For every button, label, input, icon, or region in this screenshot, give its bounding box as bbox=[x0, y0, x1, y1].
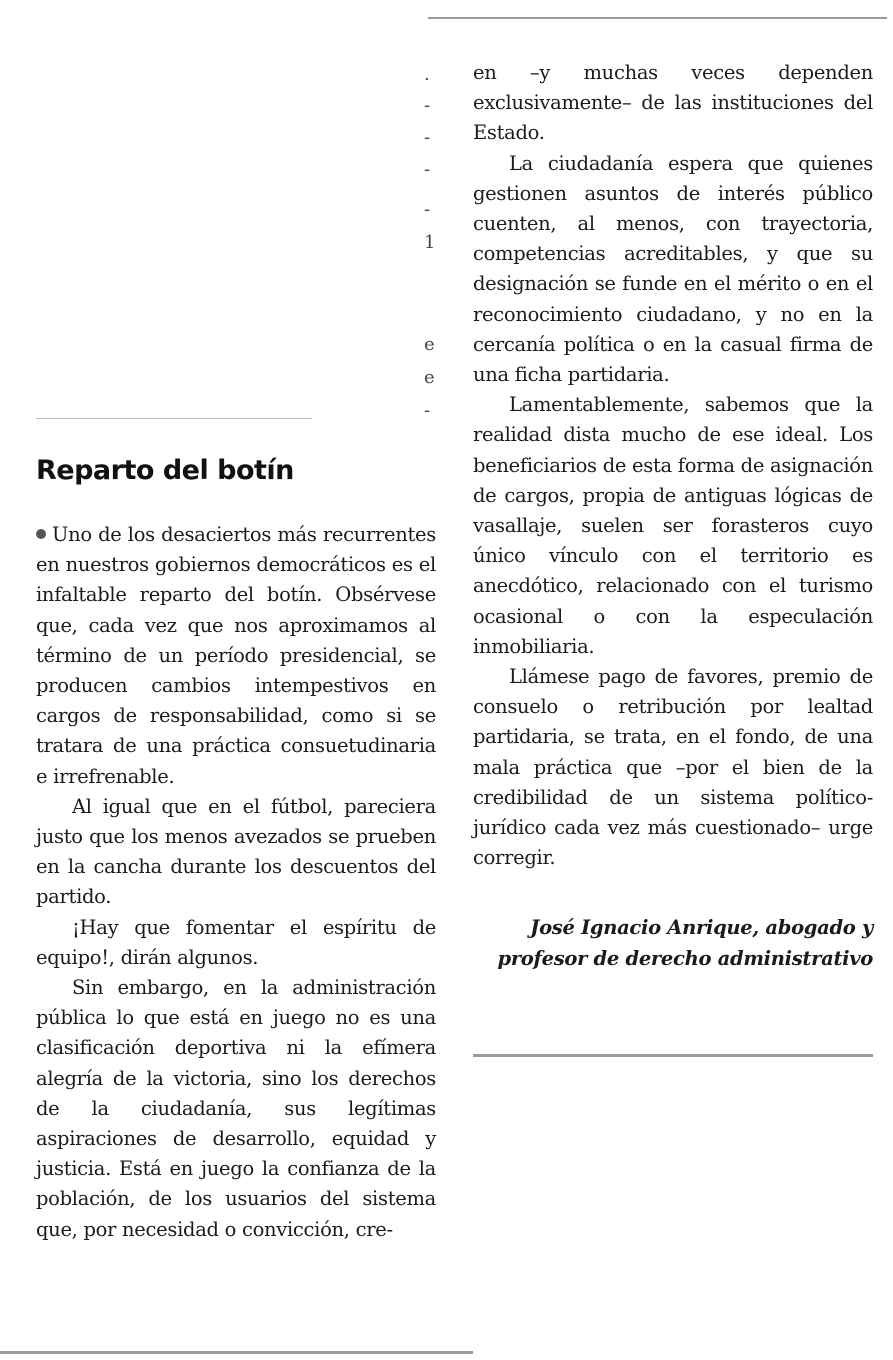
article-paragraph: Llámese pago de favores, premio de consuelo o retribución por lealtad partidaria, se trata, en el fondo, de una mala práctica que –por el bien de la credibilidad de un sistema político-jurídico cada vez más cuestionado– urge corregir. bbox=[473, 665, 873, 870]
author-signature bbox=[473, 913, 873, 973]
bullet-icon bbox=[36, 529, 46, 539]
article-title: Reparto del botín bbox=[36, 455, 294, 486]
right-article-column bbox=[473, 58, 873, 974]
article-paragraph: Sin embargo, en la administración pública lo que está en juego no es una clasificación deportiva ni la efímera alegría de la victoria, sino los derechos de la ciudadanía, sus legítimas aspiraciones de desarrollo, equidad y justicia. Está en juego la confianza de la población, de los usuarios del sistema que, por necesidad o convicción, cre- bbox=[36, 976, 436, 1241]
edge-fragment: e bbox=[424, 334, 435, 355]
title-separator-rule bbox=[36, 418, 312, 419]
edge-fragment: - bbox=[424, 95, 431, 116]
signature-line: José Ignacio Anrique, abogado y bbox=[530, 916, 873, 940]
article-paragraph: ¡Hay que fomentar el espíritu de equipo!, dirán algunos. bbox=[36, 915, 436, 969]
signature-line: profesor de derecho administrativo bbox=[497, 946, 873, 970]
signature-bottom-rule bbox=[473, 1054, 873, 1057]
paragraph-text: Uno de los desaciertos más recurrentes en nuestros gobiernos democráticos es el infaltable reparto del botín. Obsérvese que, cada vez que nos aproximamos al término de un período presidencial, se producen cambios intempestivos en cargos de responsabilidad, como si se tratara de una práctica consuetudinaria e irrefrenable. bbox=[36, 523, 436, 788]
edge-fragment: . bbox=[424, 64, 430, 85]
left-article-column bbox=[36, 455, 436, 1245]
article-paragraph: La ciudadanía espera que quienes gestionen asuntos de interés público cuenten, al menos, con trayectoria, competencias acreditables, y que su designación se funde en el mérito o en el reconocimiento ciudadano, y no en la cercanía política o en la casual firma de una ficha partidaria. bbox=[473, 151, 873, 387]
edge-fragment: 1 bbox=[424, 232, 436, 253]
top-rule bbox=[428, 17, 887, 19]
article-paragraph: en –y muchas veces dependen exclusivamente– de las instituciones del Estado. bbox=[473, 61, 873, 145]
edge-fragment: - bbox=[424, 199, 431, 220]
edge-fragment: - bbox=[424, 127, 431, 148]
bottom-rule bbox=[0, 1351, 473, 1354]
article-paragraph: Al igual que en el fútbol, pareciera justo que los menos avezados se prueben en la cancha durante los descuentos del partido. bbox=[36, 794, 436, 909]
edge-fragment: - bbox=[424, 400, 431, 421]
article-paragraph: Lamentablemente, sabemos que la realidad dista mucho de ese ideal. Los beneficiarios de esta forma de asignación de cargos, propia de antiguas lógicas de vasallaje, suelen ser forasteros cuyo único vínculo con el territorio es anecdótico, relacionado con el turismo ocasional o con la especulación inmobiliaria. bbox=[473, 393, 873, 658]
edge-fragment: - bbox=[424, 159, 431, 180]
edge-fragment: e bbox=[424, 367, 435, 388]
article-paragraph bbox=[36, 520, 436, 792]
